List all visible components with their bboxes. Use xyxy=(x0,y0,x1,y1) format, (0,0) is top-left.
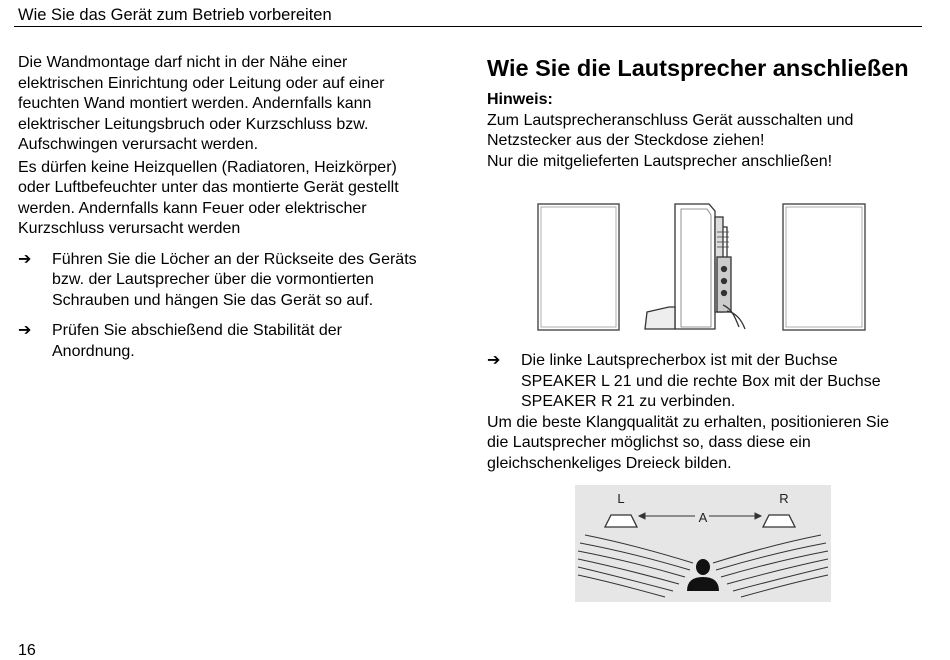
text-line: Um die beste Klangqualität zu erhalten, positionieren Sie xyxy=(487,413,890,431)
header-divider xyxy=(14,26,922,27)
diagram-label-left: L xyxy=(617,491,625,506)
text-line: Nur die mitgelieferten Lautsprecher anschließen! xyxy=(487,152,833,170)
hint-label: Hinweis: xyxy=(487,91,553,108)
diagram-label-distance: A xyxy=(698,510,708,525)
text-line: bzw. der Lautsprecher über die vormontierten xyxy=(52,271,374,288)
speaker-connection-instructions xyxy=(487,351,927,474)
text-line: die Lautsprecher möglichst so, dass diese ein xyxy=(487,434,811,451)
text-line: Zum Lautsprecheranschluss Gerät ausschalten und xyxy=(487,111,854,129)
left-speaker-symbol xyxy=(605,515,637,527)
instruction-bullet-speaker-jacks xyxy=(487,351,927,413)
text-line: Kurzschluss verursacht werden xyxy=(18,220,241,237)
arrow-right-icon: ➔ xyxy=(487,352,501,369)
text-line: Führen Sie die Löcher an der Rückseite des Geräts xyxy=(52,250,417,268)
paragraph-wall-mounting xyxy=(18,53,448,156)
stereo-triangle-diagram xyxy=(575,485,831,602)
paragraph-heat-sources xyxy=(18,158,448,240)
text-line: SPEAKER R 21 zu verbinden. xyxy=(521,393,736,410)
instruction-bullet-holes xyxy=(18,250,448,312)
text-line: elektrischen Einrichtung oder Leitung oder auf einer xyxy=(18,74,385,92)
text-line: SPEAKER L 21 und die rechte Box mit der Buchse xyxy=(521,372,881,390)
text-line: elektrischer Leitungsbruch oder Kurzschluss bzw. xyxy=(18,115,369,133)
device-side-view xyxy=(645,204,745,329)
page-header-title: Wie Sie das Gerät zum Betrieb vorbereiten xyxy=(18,6,332,24)
text-line: Prüfen Sie abschießend die Stabilität der xyxy=(52,322,342,339)
listener-icon xyxy=(687,559,719,591)
arrow-right-icon: ➔ xyxy=(18,322,32,339)
text-line: Anordnung. xyxy=(52,342,135,360)
text-line: Die linke Lautsprecherbox ist mit der Buchse xyxy=(521,352,838,369)
left-speaker-box xyxy=(538,204,619,330)
text-line: Die Wandmontage darf nicht in der Nähe einer xyxy=(18,54,348,71)
text-line: feuchten Wand montiert werden. Andernfalls kann xyxy=(18,95,372,112)
right-speaker-symbol xyxy=(763,515,795,527)
text-line: Aufschwingen verursacht werden. xyxy=(18,136,259,153)
text-line: Netzstecker aus der Steckdose ziehen! xyxy=(487,132,765,149)
left-column xyxy=(18,53,448,362)
instruction-bullet-stability xyxy=(18,321,448,362)
paragraph-sound-quality xyxy=(487,413,927,475)
text-line: Schrauben und hängen Sie das Gerät so auf. xyxy=(52,291,374,309)
arrow-right-icon: ➔ xyxy=(18,250,32,268)
text-line: Es dürfen keine Heizquellen (Radiatoren, Heizkörper) xyxy=(18,158,397,176)
speaker-connection-illustration xyxy=(537,187,870,334)
text-line: gleichschenkeliges Dreieck bilden. xyxy=(487,454,732,472)
section-title: Wie Sie die Lautsprecher anschließen xyxy=(487,55,909,81)
diagram-label-right: R xyxy=(779,491,789,506)
text-line: werden. Andernfalls kann Feuer oder elektrischer xyxy=(18,199,367,217)
right-column xyxy=(487,52,927,172)
text-line: oder Luftbefeuchter unter das montierte Gerät gestellt xyxy=(18,179,399,196)
right-speaker-box xyxy=(783,204,865,330)
page-number: 16 xyxy=(18,642,36,659)
